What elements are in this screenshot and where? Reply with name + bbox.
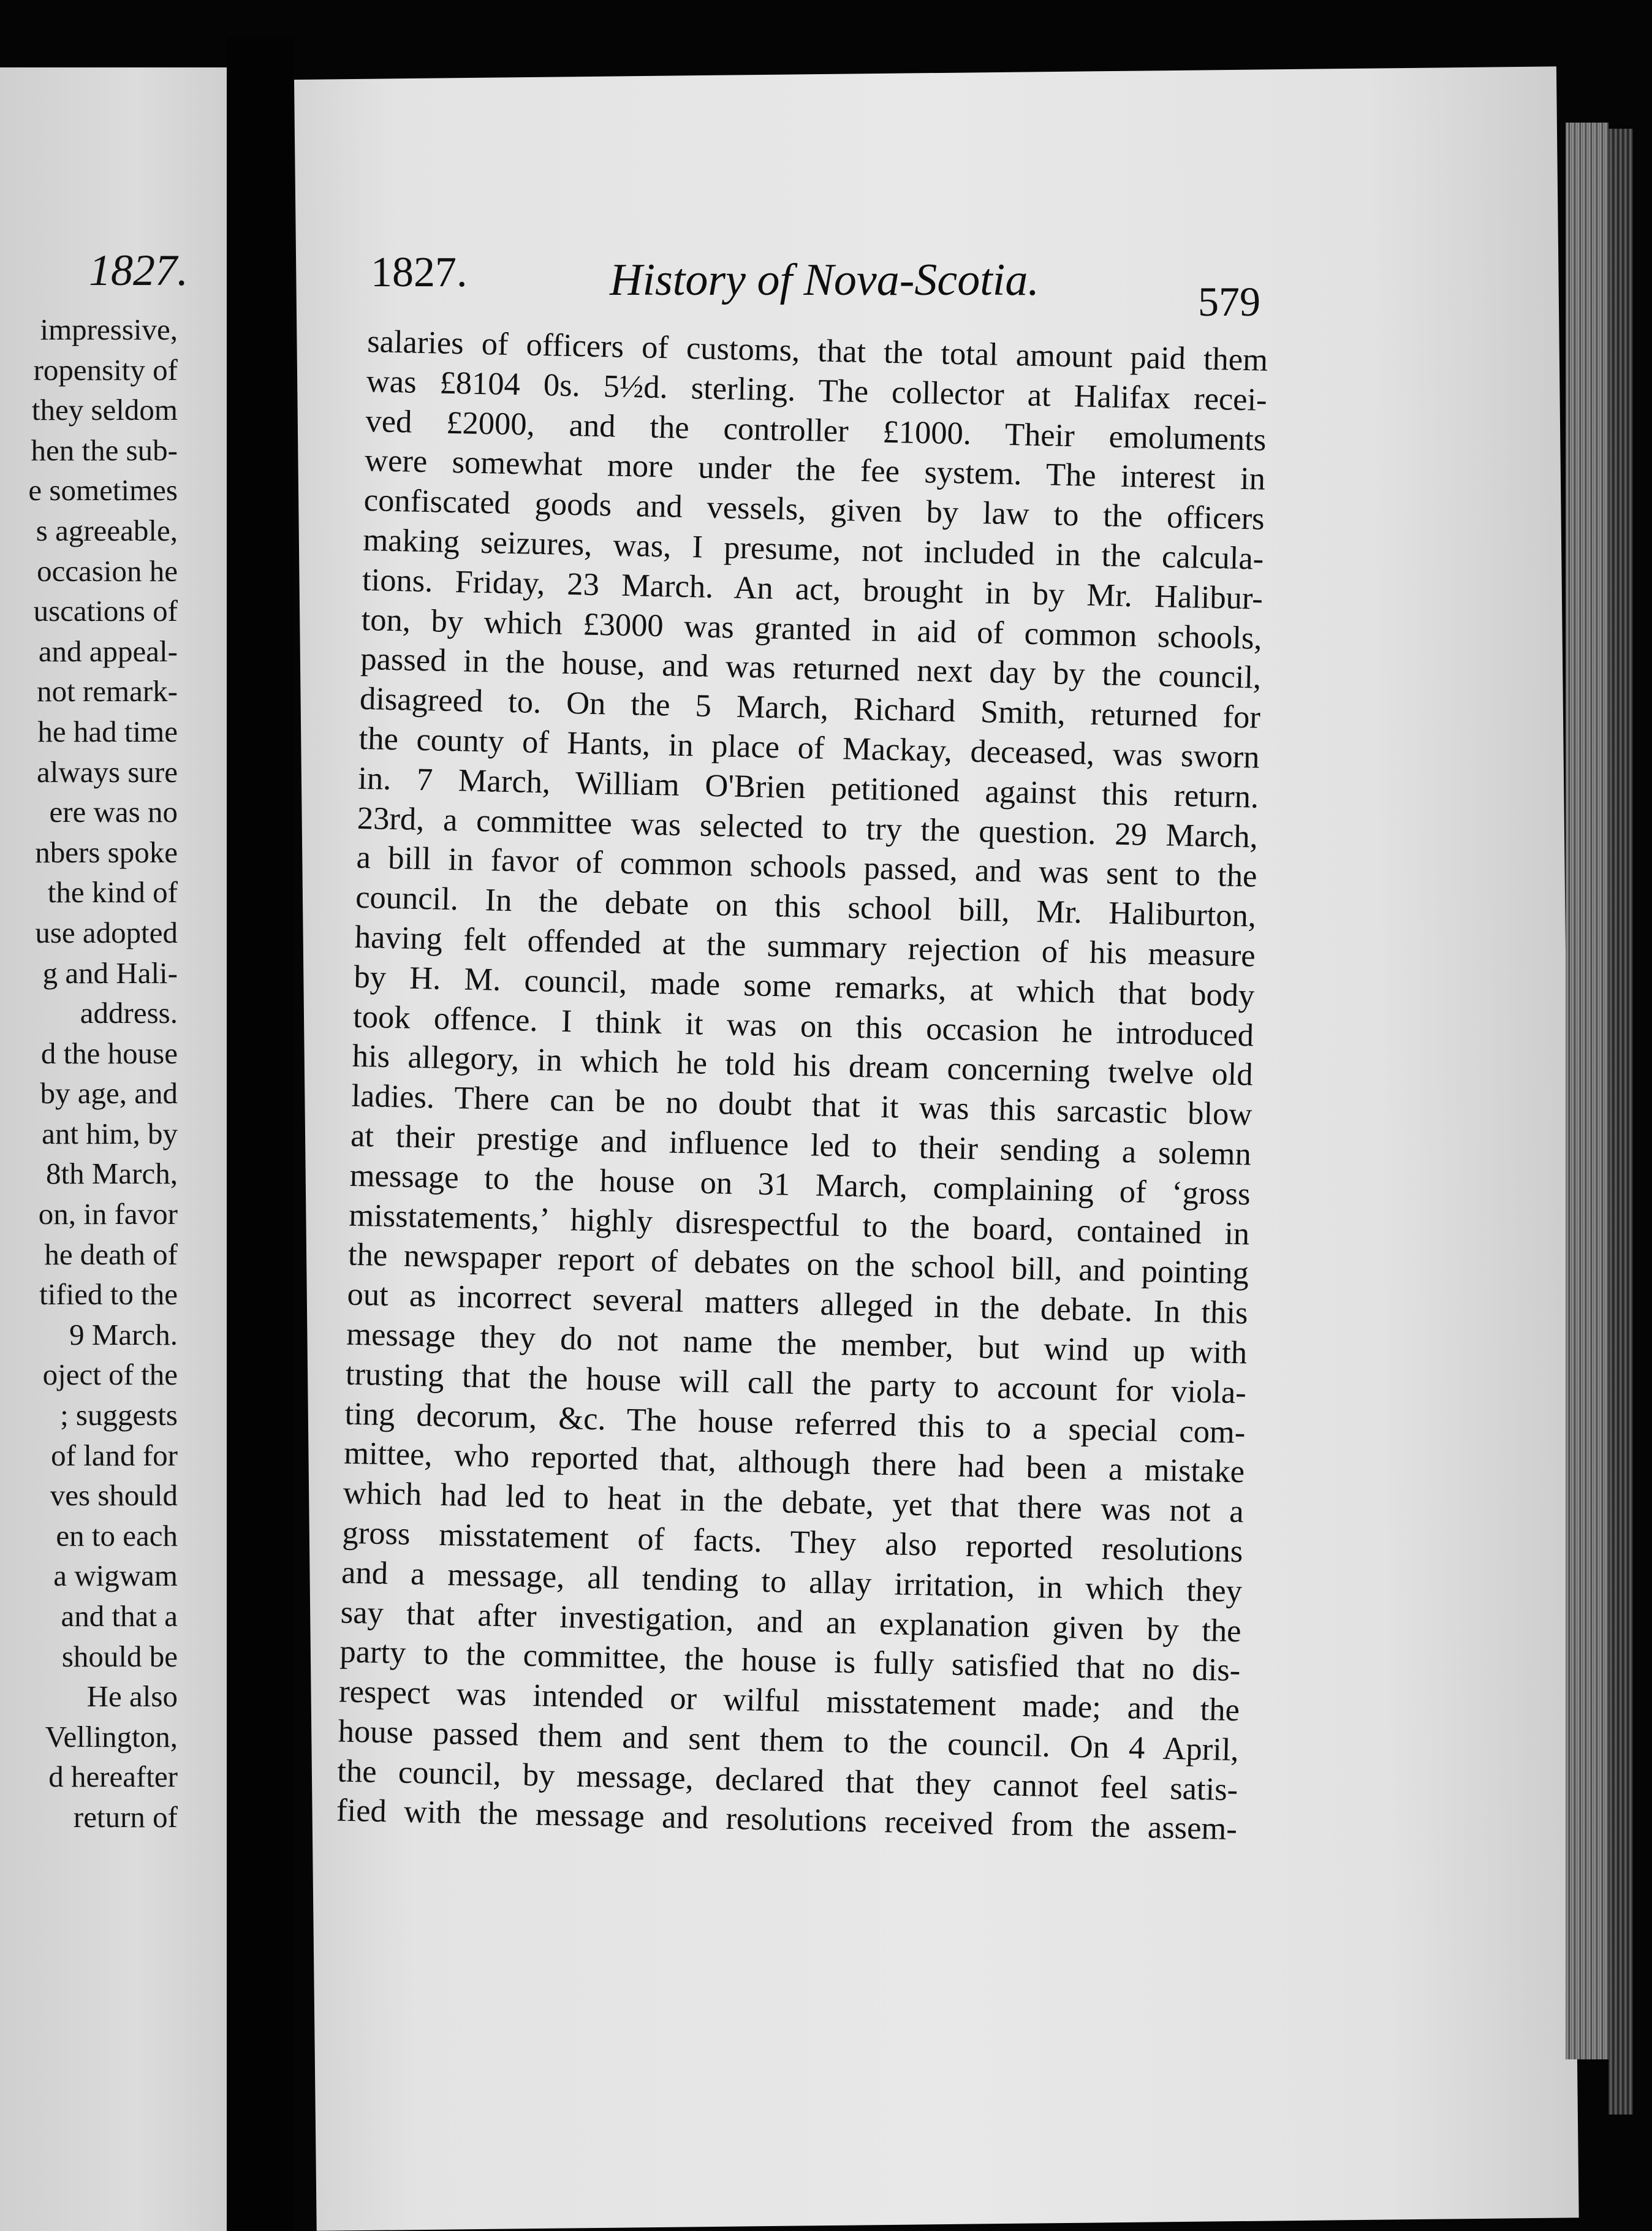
left-page-line: occasion he	[37, 553, 178, 588]
left-page-line: he had time	[37, 714, 178, 748]
body-line: passed in the house, and was returned next day by the council,	[360, 641, 1262, 696]
body-line: his allegory, in which he told his dream concerning twelve old	[352, 1038, 1254, 1093]
body-line: took offence. I think it was on this occasion he introduced	[352, 998, 1254, 1054]
body-line: message to the house on 31 March, complaining of ‘gross	[349, 1157, 1251, 1212]
left-page-year: 1827.	[89, 246, 188, 295]
left-page-line: on, in favor	[38, 1197, 178, 1231]
body-line: in. 7 March, William O'Brien petitioned against this return.	[357, 760, 1259, 815]
left-page-line: uscations of	[33, 594, 178, 628]
body-line: ladies. There can be no doubt that it was this sarcastic blow	[350, 1077, 1252, 1133]
left-page-line: they seldom	[31, 393, 178, 427]
left-page-line: he death of	[44, 1237, 178, 1271]
body-line: mittee, who reported that, although there had been a mistake	[343, 1435, 1245, 1490]
left-page-line: and appeal-	[38, 634, 178, 668]
left-page-line: by age, and	[40, 1076, 178, 1111]
header-year: 1827.	[371, 249, 468, 296]
page-edges	[1566, 123, 1608, 2059]
left-page-line: address.	[80, 996, 178, 1030]
book-gutter	[227, 37, 294, 2231]
page-number: 579	[1198, 278, 1260, 325]
left-page-line: e sometimes	[28, 473, 178, 507]
body-line: at their prestige and influence led to their sending a solemn	[350, 1117, 1252, 1173]
body-line: was £8104 0s. 5½d. sterling. The collector at Halifax recei-	[366, 363, 1268, 418]
body-line: trusting that the house will call the party to account for viola-	[345, 1356, 1247, 1411]
body-line: tions. Friday, 23 March. An act, brought in by Mr. Halibur-	[362, 561, 1264, 617]
body-line: the county of Hants, in place of Mackay, deceased, was sworn	[358, 720, 1260, 775]
left-page-line: g and Hali-	[42, 956, 178, 990]
body-line: the newspaper report of debates on the school bill, and pointing	[347, 1237, 1249, 1291]
body-line: 23rd, a committee was selected to try the question. 29 March,	[357, 800, 1259, 855]
header-title: History of Nova-Scotia.	[610, 255, 1039, 305]
body-line: a bill in favor of common schools passed, and was sent to the	[356, 840, 1257, 894]
left-page-line: ; suggests	[60, 1398, 178, 1432]
body-line: message they do not name the member, but wind up with	[346, 1316, 1248, 1371]
left-page-line: en to each	[56, 1518, 178, 1553]
left-page-line: always sure	[37, 754, 178, 789]
body-line: council. In the debate on this school bill, Mr. Haliburton,	[355, 879, 1257, 934]
body-line: fied with the message and resolutions received from the assem-	[336, 1792, 1238, 1847]
left-page-line: return of	[73, 1800, 178, 1834]
page-header	[371, 248, 1559, 325]
left-page-line: s agreeable,	[36, 513, 178, 547]
body-line: ton, by which £3000 was granted in aid of common schools,	[361, 601, 1263, 656]
body-line: disagreed to. On the 5 March, Richard Smith, returned for	[359, 681, 1261, 735]
left-page-line: ere was no	[49, 795, 178, 829]
left-page-line: He also	[86, 1679, 178, 1714]
body-line: gross misstatement of facts. They also reported resolutions	[342, 1515, 1243, 1570]
body-line: having felt offended at the summary rejection of his measure	[354, 919, 1256, 974]
body-line: the council, by message, declared that they cannot feel satis-	[336, 1753, 1238, 1807]
body-line: which had led to heat in the debate, yet that there was not a	[343, 1475, 1245, 1530]
body-line: misstatements,’ highly disrespectful to the board, contained in	[348, 1197, 1250, 1252]
body-line: respect was intended or wilful misstatement made; and the	[338, 1673, 1240, 1728]
body-line: say that after investigation, and an explanation given by the	[340, 1594, 1242, 1649]
left-page-line: 8th March,	[46, 1157, 178, 1191]
body-line: party to the committee, the house is fully satisfied that no dis-	[339, 1633, 1241, 1689]
left-page-line: d hereafter	[48, 1760, 178, 1794]
left-page-line: the kind of	[47, 875, 178, 910]
left-page-line: ves should	[50, 1478, 178, 1513]
body-line: by H. M. council, made some remarks, at which that body	[354, 959, 1255, 1014]
left-page-line: tified to the	[39, 1277, 178, 1312]
body-line: salaries of officers of customs, that the total amount paid them	[366, 323, 1268, 378]
left-page-line: d the house	[40, 1036, 178, 1070]
body-line: ved £2000, and the controller £1000. Their emoluments	[365, 403, 1267, 458]
left-page-line: a wigwam	[53, 1559, 178, 1593]
page-edges-outer	[1608, 129, 1633, 2115]
body-line: ting decorum, &c. The house referred this to a special com-	[344, 1396, 1246, 1450]
body-text	[336, 322, 1268, 1850]
body-line: and a message, all tending to allay irritation, in which they	[341, 1554, 1243, 1610]
left-page-line: should be	[61, 1639, 178, 1673]
left-page-line: 9 March.	[69, 1317, 178, 1351]
left-page-line: of land for	[51, 1438, 178, 1472]
body-line: were somewhat more under the fee system. The interest in	[364, 443, 1266, 498]
left-page-line: oject of the	[42, 1358, 178, 1392]
left-page-line: Vellington,	[45, 1719, 178, 1754]
left-page-line: use adopted	[35, 915, 178, 949]
body-line: confiscated goods and vessels, given by law to the officers	[363, 482, 1265, 537]
left-page-line: nbers spoke	[35, 835, 178, 869]
body-line: out as incorrect several matters alleged in the debate. In this	[347, 1276, 1249, 1331]
left-page-line: hen the sub-	[31, 433, 178, 467]
left-page-line: not remark-	[37, 674, 178, 709]
left-page-line: ropensity of	[33, 352, 178, 387]
left-page-text	[0, 310, 178, 1838]
left-page-line: impressive,	[40, 313, 178, 346]
left-page-line: and that a	[61, 1599, 178, 1633]
body-line: making seizures, was, I presume, not included in the calcula-	[362, 522, 1264, 577]
body-line: house passed them and sent them to the council. On 4 April,	[338, 1713, 1240, 1768]
left-page-line: ant him, by	[42, 1116, 178, 1150]
